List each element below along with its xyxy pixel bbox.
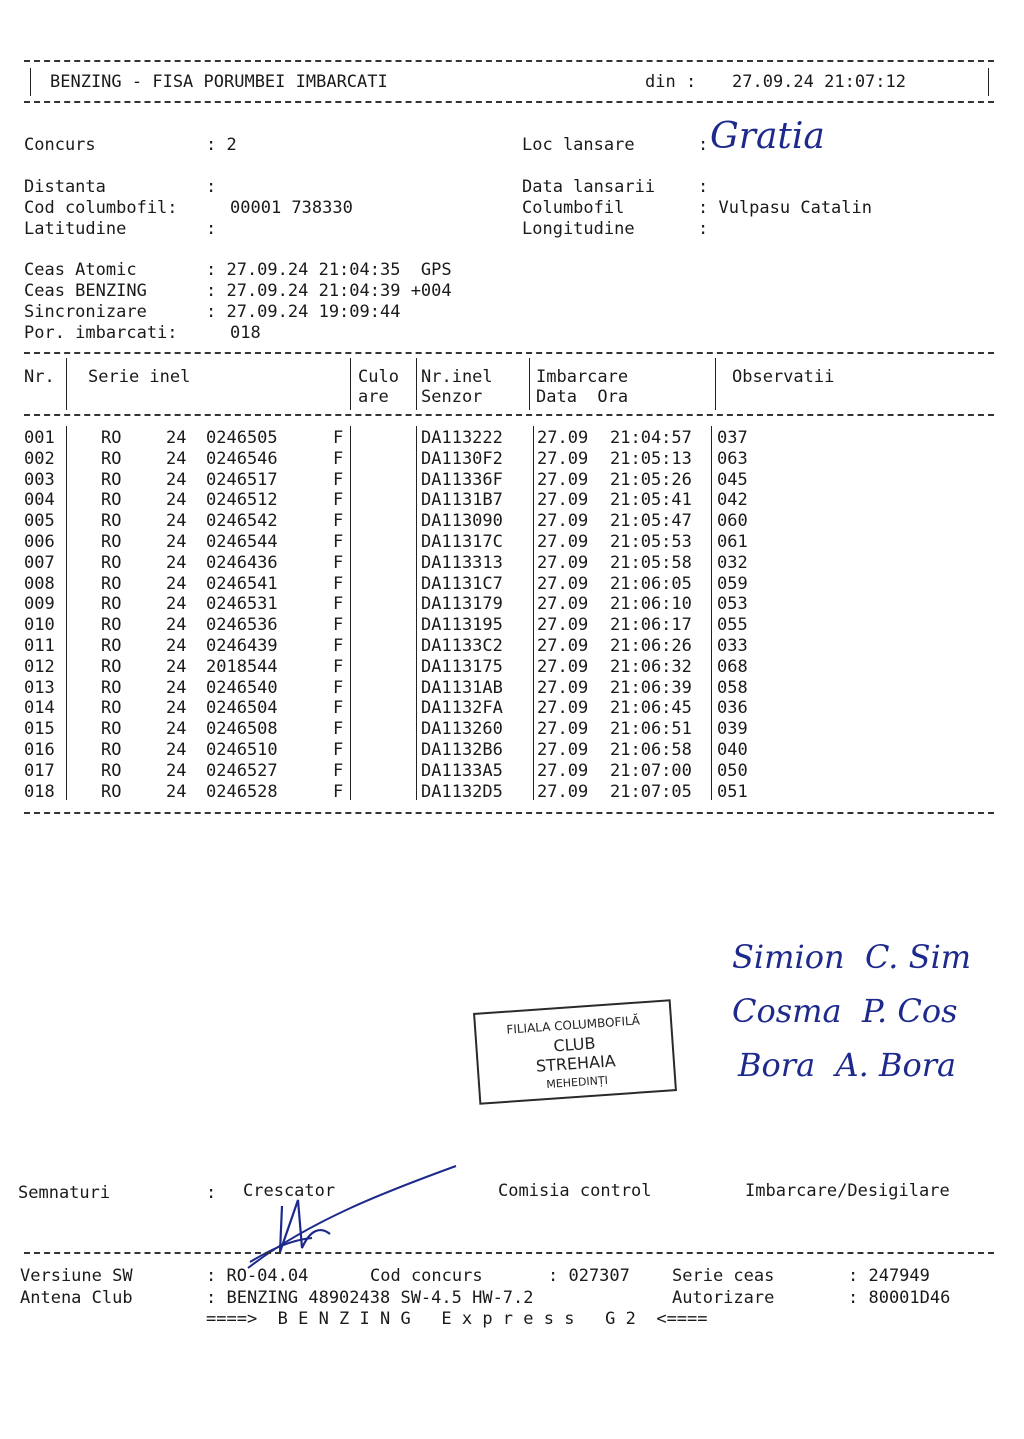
cell-ora: 21:07:00 (610, 760, 692, 781)
cell-data: 27.09 (537, 573, 589, 594)
cell-sex: F (333, 740, 344, 760)
print-timestamp: 27.09.24 21:07:12 (732, 72, 906, 92)
table-top-rule (24, 352, 994, 354)
cell-data: 27.09 (537, 719, 589, 740)
col-sep (533, 426, 534, 800)
cell-nr: 018 (24, 781, 55, 802)
col-header-nr-inel-1: Nr.inel (421, 367, 493, 387)
cell-sex: F (333, 594, 344, 615)
concurs-value: : 2 (206, 135, 237, 155)
cell-nr: 015 (24, 719, 55, 740)
cell-senzor: DA113179 (421, 594, 503, 615)
cell-data: 27.09 (537, 532, 589, 552)
cell-tara: RO (101, 719, 122, 740)
cell-ora: 21:06:32 (610, 656, 692, 677)
cell-senzor: DA113090 (421, 511, 503, 532)
cell-inel: 0246527 (206, 760, 278, 781)
cell-data: 27.09 (537, 698, 589, 719)
col-sep (416, 426, 417, 800)
data-lansarii-value: : (698, 177, 709, 197)
imbarcare-desigilare-label: Imbarcare/Desigilare (745, 1181, 950, 1201)
table-bottom-rule (24, 812, 994, 814)
cell-senzor: DA113260 (421, 719, 503, 740)
cell-data: 27.09 (537, 448, 589, 469)
cell-observatii: 060 (717, 511, 748, 532)
cell-ora: 21:05:26 (610, 469, 692, 490)
cell-an: 24 (166, 552, 187, 573)
cell-an: 24 (166, 594, 187, 615)
header-bottom-rule (24, 101, 994, 103)
cell-sex: F (333, 448, 344, 469)
sincronizare-label: Sincronizare (24, 302, 147, 322)
cell-inel: 0246504 (206, 698, 278, 719)
cell-senzor: DA1131C7 (421, 573, 503, 594)
crescator-signature-scribble (220, 1160, 470, 1280)
versiune-sw-value: : RO-04.04 (206, 1266, 309, 1286)
ceas-benzing-value: : 27.09.24 21:04:39 +004 (206, 281, 452, 301)
cell-tara: RO (101, 656, 122, 677)
cell-observatii: 061 (717, 532, 748, 552)
cell-nr: 014 (24, 698, 55, 719)
comisia-control-label: Comisia control (498, 1181, 652, 1201)
serie-ceas-label: Serie ceas (672, 1266, 775, 1286)
cell-nr: 001 (24, 428, 55, 448)
cell-ora: 21:06:17 (610, 615, 692, 636)
cell-nr: 012 (24, 656, 55, 677)
cell-tara: RO (101, 615, 122, 636)
cell-observatii: 063 (717, 448, 748, 469)
cell-data: 27.09 (537, 490, 589, 511)
cell-ora: 21:06:39 (610, 677, 692, 698)
cell-sex: F (333, 781, 344, 802)
cell-senzor: DA1133A5 (421, 760, 503, 781)
cell-an: 24 (166, 781, 187, 802)
cell-data: 27.09 (537, 781, 589, 802)
cell-sex: F (333, 428, 344, 448)
cell-ora: 21:06:05 (610, 573, 692, 594)
versiune-sw-label: Versiune SW (20, 1266, 133, 1286)
cell-an: 24 (166, 511, 187, 532)
cell-tara: RO (101, 428, 122, 448)
cell-ora: 21:07:05 (610, 781, 692, 802)
cell-inel: 0246540 (206, 677, 278, 698)
distanta-label: Distanta (24, 177, 106, 197)
semnaturi-sep: : (206, 1183, 217, 1203)
cell-senzor: DA1130F2 (421, 448, 503, 469)
distanta-value: : (206, 177, 217, 197)
cell-nr: 010 (24, 615, 55, 636)
cell-observatii: 033 (717, 636, 748, 656)
col-header-culoare-2: are (358, 387, 389, 407)
cell-observatii: 045 (717, 469, 748, 490)
stamp-line-4: MEHEDINȚI (545, 1073, 609, 1092)
cell-nr: 002 (24, 448, 55, 469)
sincronizare-value: : 27.09.24 19:09:44 (206, 302, 401, 322)
cell-nr: 004 (24, 490, 55, 511)
cell-ora: 21:05:58 (610, 552, 692, 573)
cell-ora: 21:05:47 (610, 511, 692, 532)
cell-sex: F (333, 719, 344, 740)
cell-senzor: DA11317C (421, 532, 503, 552)
cell-data: 27.09 (537, 469, 589, 490)
cell-inel: 0246508 (206, 719, 278, 740)
cell-observatii: 068 (717, 656, 748, 677)
cell-data: 27.09 (537, 636, 589, 656)
ceas-atomic-value: : 27.09.24 21:04:35 GPS (206, 260, 452, 280)
cell-nr: 006 (24, 532, 55, 552)
cell-data: 27.09 (537, 740, 589, 760)
data-lansarii-label: Data lansarii (522, 177, 656, 197)
concurs-label: Concurs (24, 135, 96, 155)
cell-inel: 0246517 (206, 469, 278, 490)
cell-tara: RO (101, 781, 122, 802)
cell-an: 24 (166, 448, 187, 469)
cell-inel: 0246512 (206, 490, 278, 511)
cell-inel: 0246536 (206, 615, 278, 636)
col-header-nr: Nr. (24, 367, 55, 387)
handwritten-signature-1: Simion C. Sim (732, 938, 972, 976)
col-sep (715, 358, 716, 410)
cell-tara: RO (101, 490, 122, 511)
cell-nr: 009 (24, 594, 55, 615)
cell-ora: 21:06:45 (610, 698, 692, 719)
cell-senzor: DA1132B6 (421, 740, 503, 760)
cell-data: 27.09 (537, 428, 589, 448)
cell-tara: RO (101, 740, 122, 760)
cell-sex: F (333, 760, 344, 781)
cod-columbofil-label: Cod columbofil: (24, 198, 178, 218)
header-left-border (30, 68, 31, 96)
cell-ora: 21:05:53 (610, 532, 692, 552)
cell-an: 24 (166, 760, 187, 781)
cell-an: 24 (166, 615, 187, 636)
semnaturi-label: Semnaturi (18, 1183, 111, 1203)
cell-senzor: DA1133C2 (421, 636, 503, 656)
antena-club-value: : BENZING 48902438 SW-4.5 HW-7.2 (206, 1288, 534, 1308)
cell-observatii: 050 (717, 760, 748, 781)
cell-sex: F (333, 615, 344, 636)
cell-an: 24 (166, 677, 187, 698)
cell-an: 24 (166, 573, 187, 594)
cell-nr: 016 (24, 740, 55, 760)
cell-sex: F (333, 469, 344, 490)
col-sep (350, 358, 351, 410)
cell-ora: 21:04:57 (610, 428, 692, 448)
cell-observatii: 036 (717, 698, 748, 719)
cell-senzor: DA1131AB (421, 677, 503, 698)
col-sep (416, 358, 417, 410)
col-sep (711, 426, 712, 800)
col-header-serie-inel: Serie inel (88, 367, 191, 387)
cell-inel: 0246531 (206, 594, 278, 615)
cell-ora: 21:06:51 (610, 719, 692, 740)
col-header-imbarcare-1: Imbarcare (536, 367, 629, 387)
cell-inel: 0246505 (206, 428, 278, 448)
antena-club-label: Antena Club (20, 1288, 133, 1308)
cell-an: 24 (166, 469, 187, 490)
longitudine-label: Longitudine (522, 219, 635, 239)
cell-data: 27.09 (537, 760, 589, 781)
stamp-line-3: STREHAIA (535, 1051, 617, 1076)
col-header-nr-inel-2: Senzor (421, 387, 483, 407)
cell-tara: RO (101, 552, 122, 573)
cell-sex: F (333, 698, 344, 719)
longitudine-value: : (698, 219, 709, 239)
cell-an: 24 (166, 636, 187, 656)
cell-observatii: 039 (717, 719, 748, 740)
cell-data: 27.09 (537, 677, 589, 698)
cell-senzor: DA113175 (421, 656, 503, 677)
porumbei-imbarcati-value: 018 (230, 323, 261, 343)
cell-inel: 0246544 (206, 532, 278, 552)
cell-an: 24 (166, 490, 187, 511)
autorizare-label: Autorizare (672, 1288, 775, 1308)
cell-senzor: DA1132FA (421, 698, 503, 719)
cell-nr: 013 (24, 677, 55, 698)
cell-ora: 21:05:41 (610, 490, 692, 511)
cell-nr: 008 (24, 573, 55, 594)
cell-inel: 0246542 (206, 511, 278, 532)
ceas-atomic-label: Ceas Atomic (24, 260, 137, 280)
col-sep (350, 426, 351, 800)
cell-nr: 007 (24, 552, 55, 573)
cell-observatii: 058 (717, 677, 748, 698)
cell-data: 27.09 (537, 594, 589, 615)
cell-inel: 0246541 (206, 573, 278, 594)
cell-senzor: DA113222 (421, 428, 503, 448)
cell-inel: 0246510 (206, 740, 278, 760)
crescator-label: Crescator (243, 1181, 336, 1201)
cell-an: 24 (166, 719, 187, 740)
cell-an: 24 (166, 698, 187, 719)
cell-tara: RO (101, 469, 122, 490)
cell-observatii: 032 (717, 552, 748, 573)
columbofil-value: : Vulpasu Catalin (698, 198, 872, 218)
col-sep (529, 358, 530, 410)
cell-data: 27.09 (537, 552, 589, 573)
col-sep (66, 426, 67, 800)
porumbei-imbarcati-label: Por. imbarcati: (24, 323, 178, 343)
cell-data: 27.09 (537, 615, 589, 636)
cell-tara: RO (101, 760, 122, 781)
autorizare-value: : 80001D46 (848, 1288, 951, 1308)
loc-lansare-handwritten: Gratia (710, 116, 825, 157)
cell-senzor: DA113195 (421, 615, 503, 636)
cell-an: 24 (166, 656, 187, 677)
cell-ora: 21:06:10 (610, 594, 692, 615)
cell-an: 24 (166, 532, 187, 552)
cell-observatii: 037 (717, 428, 748, 448)
club-stamp (473, 999, 677, 1105)
cell-inel: 0246436 (206, 552, 278, 573)
cell-inel: 0246439 (206, 636, 278, 656)
header-top-rule (24, 60, 994, 62)
cell-inel: 0246528 (206, 781, 278, 802)
cell-ora: 21:05:13 (610, 448, 692, 469)
cell-sex: F (333, 552, 344, 573)
col-sep (66, 358, 67, 410)
cell-tara: RO (101, 636, 122, 656)
serie-ceas-value: : 247949 (848, 1266, 930, 1286)
cell-ora: 21:06:58 (610, 740, 692, 760)
cell-observatii: 051 (717, 781, 748, 802)
cell-sex: F (333, 656, 344, 677)
cell-senzor: DA1131B7 (421, 490, 503, 511)
cell-senzor: DA11336F (421, 469, 503, 490)
cell-sex: F (333, 636, 344, 656)
cell-sex: F (333, 511, 344, 532)
cell-sex: F (333, 532, 344, 552)
columbofil-label: Columbofil (522, 198, 625, 218)
cell-senzor: DA1132D5 (421, 781, 503, 802)
cell-tara: RO (101, 677, 122, 698)
handwritten-signature-3: Bora A. Bora (738, 1046, 957, 1084)
cell-inel: 2018544 (206, 656, 278, 677)
col-header-imbarcare-2: Data Ora (536, 387, 629, 407)
cell-inel: 0246546 (206, 448, 278, 469)
cell-senzor: DA113313 (421, 552, 503, 573)
cell-observatii: 040 (717, 740, 748, 760)
table-header-rule (24, 414, 994, 416)
cell-an: 24 (166, 740, 187, 760)
cell-an: 24 (166, 428, 187, 448)
stamp-line-1: FILIALA COLUMBOFILĂ (505, 1013, 641, 1037)
handwritten-signature-2: Cosma P. Cos (732, 992, 958, 1030)
cod-columbofil-value: 00001 738330 (230, 198, 353, 218)
cell-tara: RO (101, 698, 122, 719)
cell-nr: 003 (24, 469, 55, 490)
benzing-express-banner: ====> B E N Z I N G E x p r e s s G 2 <==== (206, 1309, 708, 1329)
cell-observatii: 053 (717, 594, 748, 615)
footer-top-rule (24, 1252, 994, 1254)
cell-nr: 005 (24, 511, 55, 532)
cell-sex: F (333, 573, 344, 594)
cell-tara: RO (101, 448, 122, 469)
cell-data: 27.09 (537, 656, 589, 677)
document-title: BENZING - FISA PORUMBEI IMBARCATI (50, 72, 388, 92)
loc-lansare-sep: : (698, 135, 709, 155)
col-header-culoare-1: Culo (358, 367, 399, 387)
cell-tara: RO (101, 594, 122, 615)
cell-nr: 011 (24, 636, 55, 656)
latitudine-label: Latitudine (24, 219, 127, 239)
col-header-observatii: Observatii (732, 367, 835, 387)
cell-nr: 017 (24, 760, 55, 781)
cell-sex: F (333, 677, 344, 698)
cod-concurs-value: : 027307 (548, 1266, 630, 1286)
cod-concurs-label: Cod concurs (370, 1266, 483, 1286)
cell-tara: RO (101, 573, 122, 594)
cell-observatii: 042 (717, 490, 748, 511)
stamp-line-2: CLUB (552, 1033, 597, 1056)
cell-observatii: 059 (717, 573, 748, 594)
cell-sex: F (333, 490, 344, 511)
cell-ora: 21:06:26 (610, 636, 692, 656)
ceas-benzing-label: Ceas BENZING (24, 281, 147, 301)
cell-tara: RO (101, 532, 122, 552)
din-label: din : (645, 72, 697, 92)
cell-observatii: 055 (717, 615, 748, 636)
latitudine-value: : (206, 219, 217, 239)
header-right-border (988, 68, 989, 96)
cell-tara: RO (101, 511, 122, 532)
cell-data: 27.09 (537, 511, 589, 532)
loc-lansare-label: Loc lansare (522, 135, 635, 155)
